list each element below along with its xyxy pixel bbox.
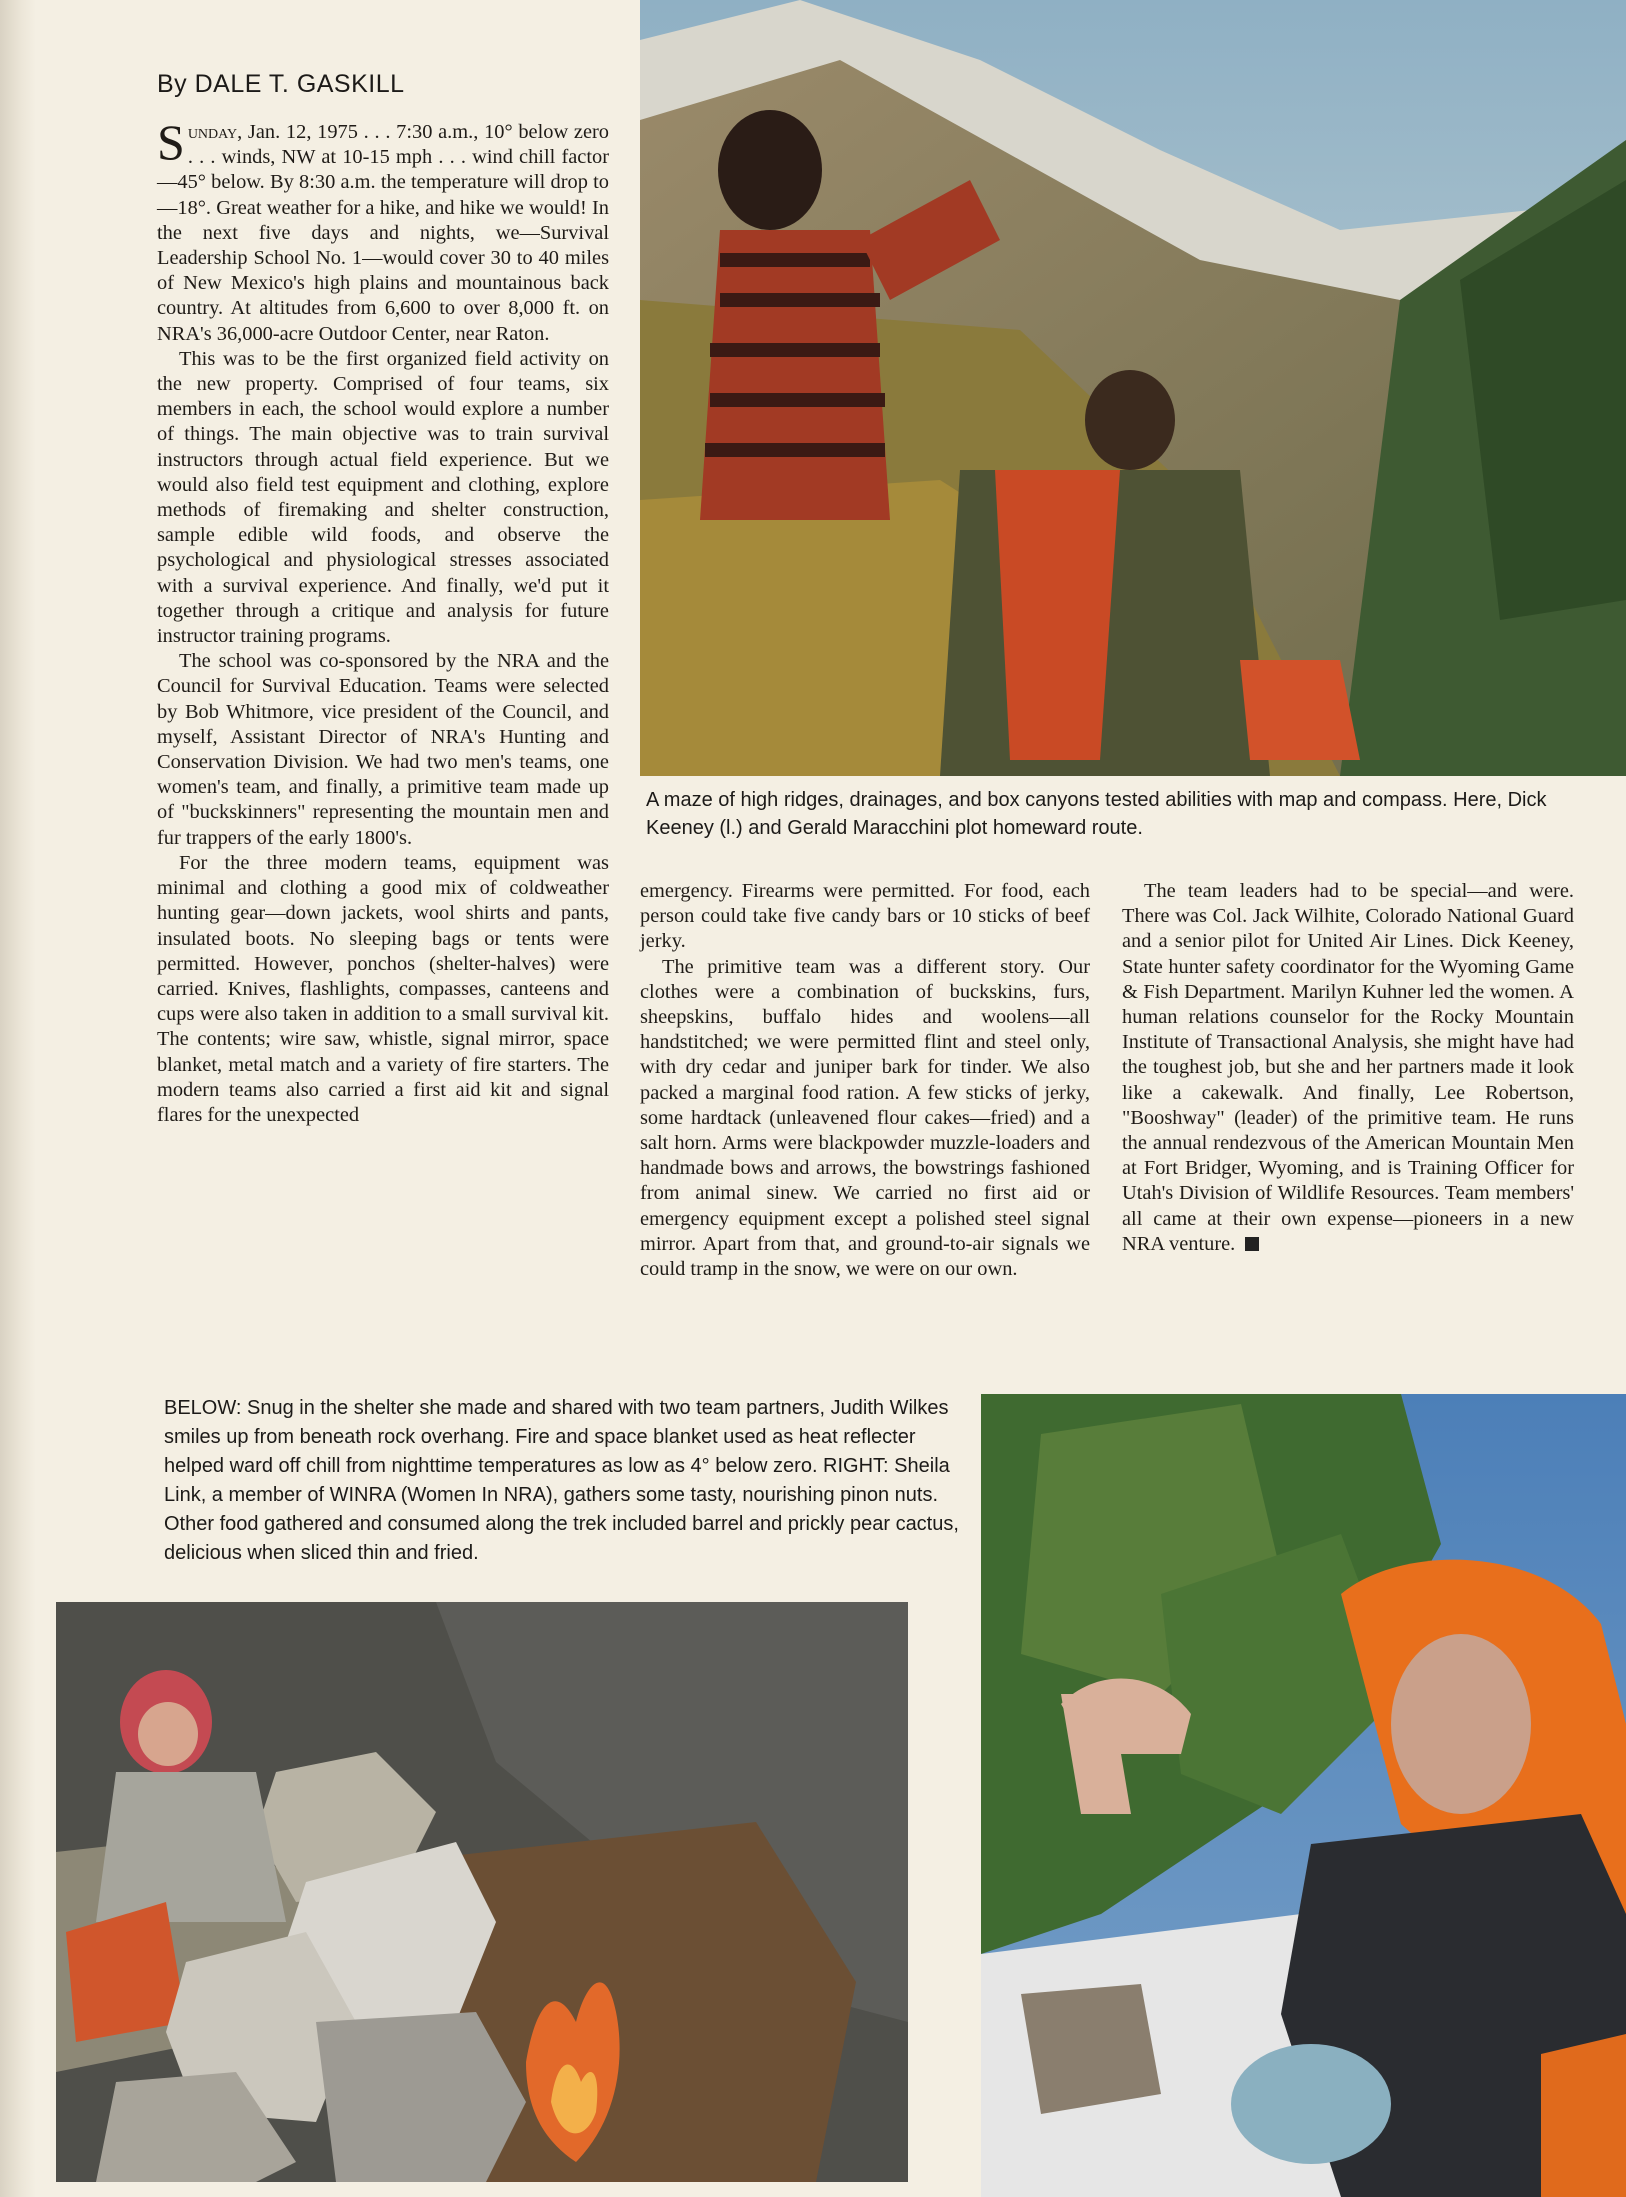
drop-cap: S	[157, 114, 185, 170]
lead-small-caps: unday	[187, 121, 238, 143]
article-column-2	[640, 879, 1090, 1282]
byline: By DALE T. GASKILL	[157, 70, 405, 98]
lead-text: , Jan. 12, 1975 . . . 7:30 a.m., 10° below zero . . . winds, NW at 10-15 mph . . . wind chill factor —45° below. By 8:30 a.m. the temperature will drop to —18°. Great weather for a hike, and hike we would! In the next five days and nights, we—Survival Leadership School No. 1—would cover 30 to 40 miles of New Mexico's high plains and mountainous back country. At altitudes from 6,600 to over 8,000 ft. on NRA's 36,000-acre Outdoor Center, near Raton.	[157, 121, 609, 345]
photo-pinon-nuts	[981, 1394, 1626, 2197]
paragraph	[1122, 879, 1574, 1257]
article-column-3	[1122, 879, 1574, 1257]
end-of-article-mark	[1245, 1237, 1259, 1251]
paragraph: emergency. Firearms were permitted. For food, each person could take five candy bars or 10 sticks of beef jerky.	[640, 880, 1090, 953]
photo-shelter-rock-overhang	[56, 1602, 908, 2182]
paragraph-text: The team leaders had to be special—and were. There was Col. Jack Wilhite, Colorado National Guard and a senior pilot for United Air Lines. Dick Keeney, State hunter safety coordinator for the Wyoming Game & Fish Department. Marilyn Kuhner led the women. A human relations counselor for the Rocky Mountain Institute of Transactional Analysis, she might have had the toughest job, but she and her partners made it look like a cakewalk. And finally, Lee Robertson, "Booshway" (leader) of the primitive team. He runs the annual rendezvous of the American Mountain Men at Fort Bridger, Wyoming, and is Training Officer for Utah's Division of Wildlife Resources. Team members' all came at their own expense—pioneers in a new NRA venture.	[1122, 880, 1574, 1255]
caption-top-photo: A maze of high ridges, drainages, and box canyons tested abilities with map and compass. Here, Dick Keeney (l.) and Gerald Maracchini plot homeward route.	[646, 789, 1547, 839]
photo-hikers-ridge	[640, 0, 1626, 776]
paragraph: This was to be the first organized field activity on the new property. Comprised of four teams, six members in each, the school would explore a number of things. The main objective was to train survival instructors through actual field experience. But we would also field test equipment and clothing, explore methods of firemaking and shelter construction, sample edible wild foods, and observe the psychological and physiological stresses associated with a survival experience. And finally, we'd put it together through a critique and analysis for future instructor training programs.	[157, 347, 609, 648]
lead-paragraph	[157, 114, 609, 347]
article-column-1	[157, 114, 609, 1128]
paragraph: The primitive team was a different story. Our clothes were a combination of buckskins, furs, sheepskins, buffalo hides and woolens—all handstitched; we were permitted flint and steel only, with dry cedar and juniper bark for tinder. We also packed a marginal food ration. A few sticks of jerky, some hardtack (unleavened flour cakes—fried) and a salt horn. Arms were blackpowder muzzle-loaders and handmade bows and arrows, the bowstrings fashioned from animal sinew. We carried no first aid or emergency equipment except a polished steel signal mirror. Apart from that, and ground-to-air signals we could tramp in the snow, we were on our own.	[640, 955, 1090, 1281]
paragraph: For the three modern teams, equipment was minimal and clothing a good mix of coldweather hunting gear—down jackets, wool shirts and pants, insulated boots. No sleeping bags or tents were permitted. However, ponchos (shelter-halves) were carried. Knives, flashlights, compasses, canteens and cups were also taken in addition to a small survival kit. The contents; wire saw, whistle, signal mirror, space blanket, metal match and a variety of fire starters. The modern teams also carried a first aid kit and signal flares for the unexpected	[157, 851, 609, 1126]
page-gutter	[0, 0, 36, 2197]
paragraph: The school was co-sponsored by the NRA and the Council for Survival Education. Teams were selected by Bob Whitmore, vice president of the Council, and myself, Assistant Director of NRA's Hunting and Conservation Division. We had two men's teams, one women's team, and finally, a primitive team made up of "buckskinners" representing the mountain men and fur trappers of the early 1800's.	[157, 650, 609, 849]
caption-bottom-photos: BELOW: Snug in the shelter she made and shared with two team partners, Judith Wilkes smiles up from beneath rock overhang. Fire and space blanket used as heat reflecter helped ward off chill from nighttime temperatures as low as 4° below zero. RIGHT: Sheila Link, a member of WINRA (Women In NRA), gathers some tasty, nourishing pinon nuts. Other food gathered and consumed along the trek included barrel and prickly pear cactus, delicious when sliced thin and fried.	[164, 1397, 959, 1564]
